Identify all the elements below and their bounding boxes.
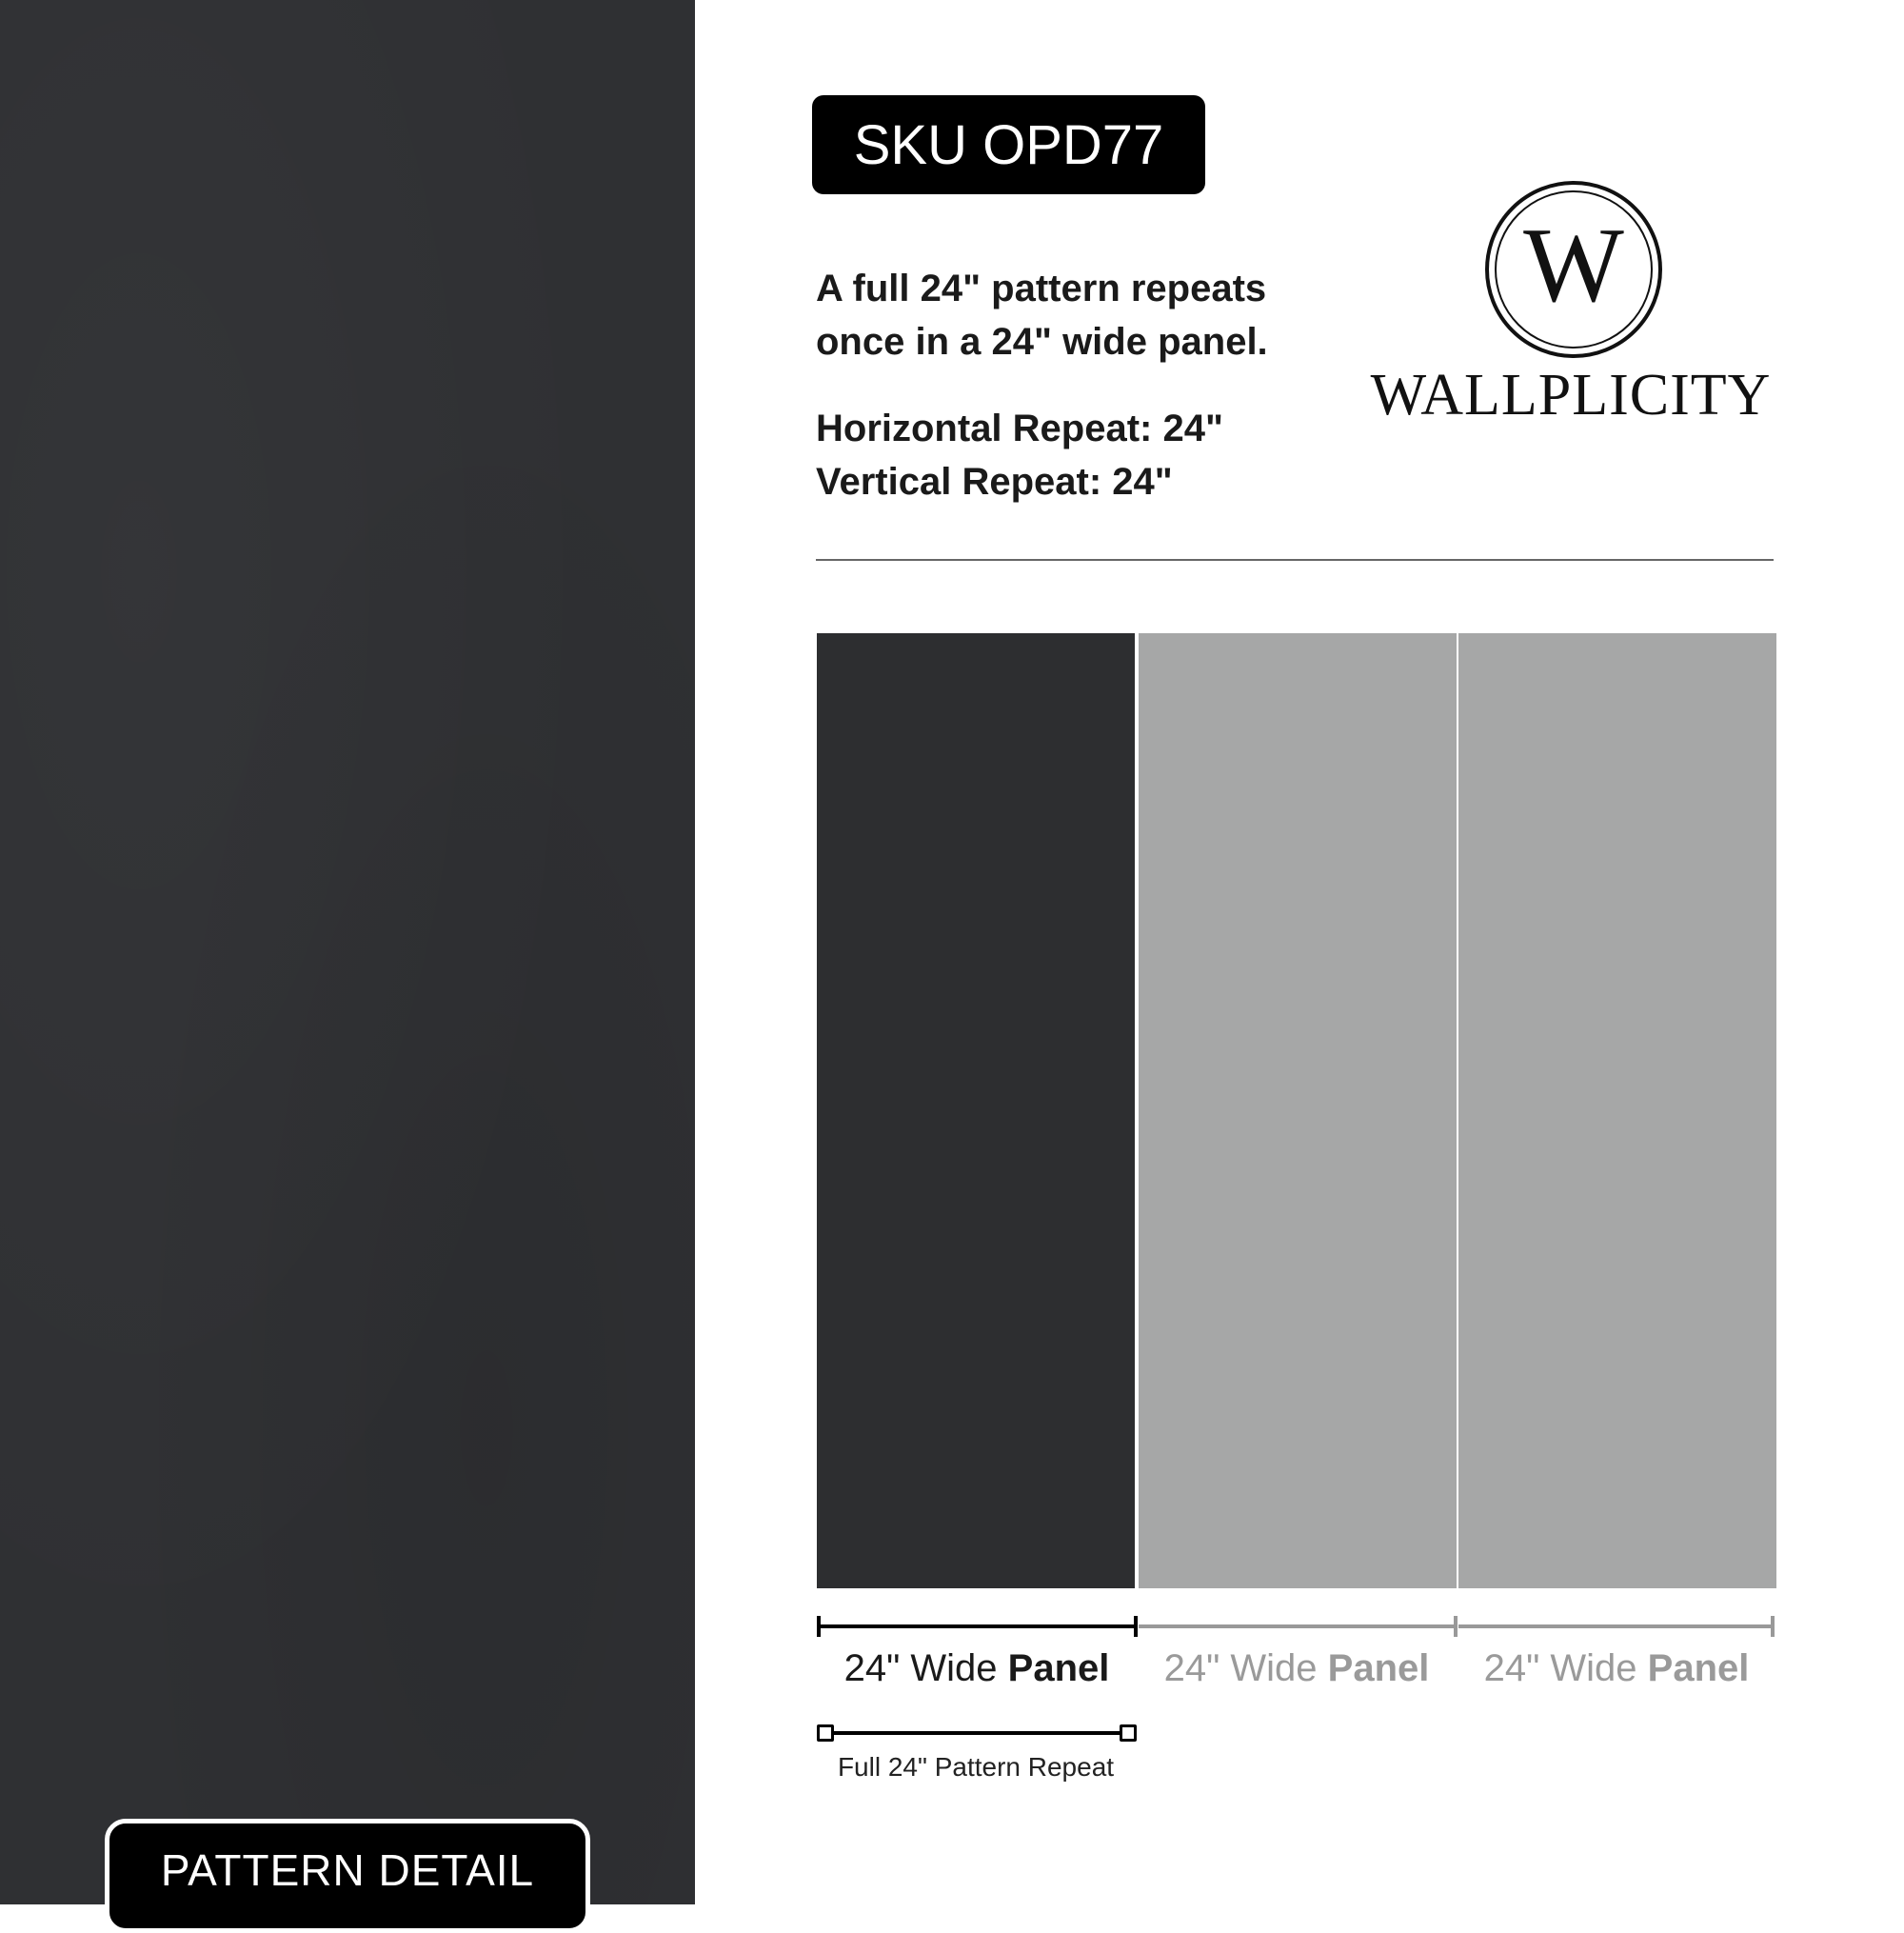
pattern-repeat-bar (823, 1731, 1128, 1735)
panel-1-label: 24" Wide Panel (843, 1647, 1110, 1689)
brand-logo-icon (1483, 179, 1664, 360)
pattern-swatch (0, 0, 695, 1904)
sku-badge: SKU OPD77 (812, 95, 1205, 194)
repeat-specs (816, 402, 1349, 508)
brand-wordmark: WALLPLICITY (1370, 363, 1772, 428)
measure-tick (1771, 1616, 1775, 1637)
repeat-bar-cap (817, 1724, 834, 1742)
panel-2 (1139, 633, 1457, 1588)
measure-tick (1134, 1616, 1138, 1637)
divider (816, 559, 1774, 561)
horizontal-repeat: Horizontal Repeat: 24" (816, 408, 1223, 449)
panel-3 (1458, 633, 1776, 1588)
repeat-description-line-2: once in a 24" wide panel. (816, 321, 1268, 363)
panel-3-measure (1458, 1624, 1773, 1628)
pattern-repeat-label: Full 24" Pattern Repeat (837, 1752, 1115, 1782)
panel-1-measure (819, 1624, 1136, 1628)
measure-tick (1454, 1616, 1458, 1637)
repeat-description (816, 262, 1349, 369)
repeat-description-line-1: A full 24" pattern repeats (816, 268, 1267, 309)
panel-2-label: 24" Wide Panel (1163, 1647, 1430, 1689)
panel-1 (817, 633, 1135, 1588)
pattern-detail-label: PATTERN DETAIL (105, 1819, 590, 1933)
vertical-repeat: Vertical Repeat: 24" (816, 461, 1173, 503)
panel-2-measure (1139, 1624, 1456, 1628)
panel-3-label: 24" Wide Panel (1483, 1647, 1750, 1689)
brand-monogram: W (1523, 207, 1624, 325)
repeat-bar-cap (1120, 1724, 1137, 1742)
